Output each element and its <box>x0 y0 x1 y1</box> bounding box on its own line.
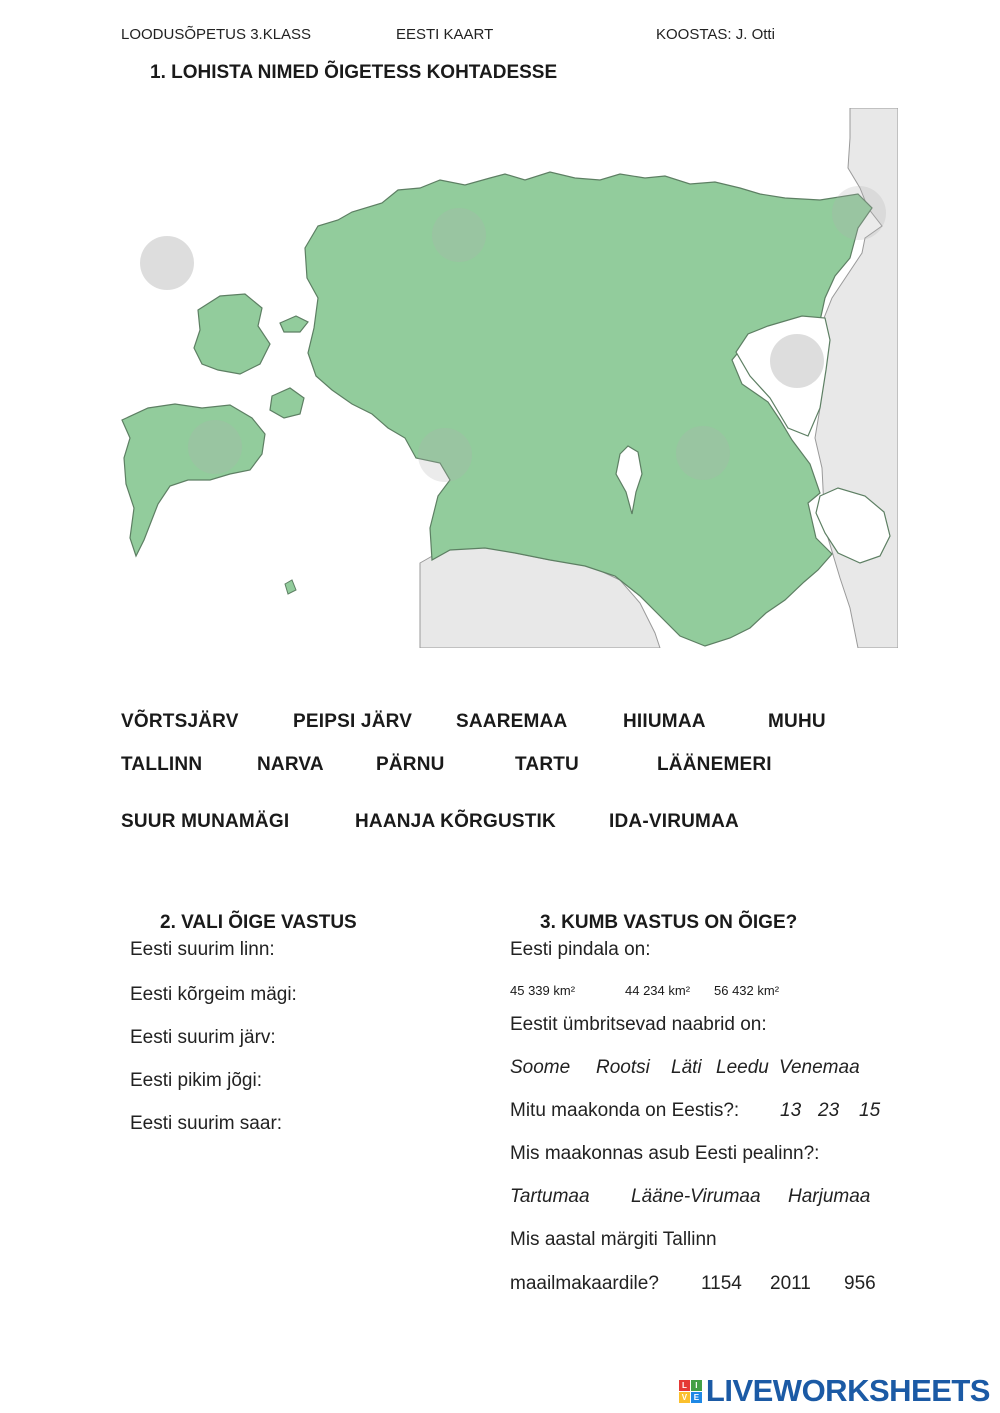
task3-year-option-1[interactable]: 1154 <box>701 1273 742 1294</box>
header-left: LOODUSÕPETUS 3.KLASS <box>121 26 312 43</box>
estonia-map <box>120 108 898 648</box>
word-vortsjarv[interactable]: VÕRTSJÄRV <box>121 711 239 732</box>
task3-area-option-1[interactable]: 45 339 km² <box>510 983 576 998</box>
task3-neighbour-option-5[interactable]: Venemaa <box>779 1057 860 1078</box>
drop-target-6[interactable] <box>418 428 472 482</box>
drop-target-2[interactable] <box>770 334 824 388</box>
task3-question-year-line1: Mis aastal märgiti Tallinn <box>510 1229 717 1250</box>
task2-title: 2. VALI ÕIGE VASTUS <box>160 912 357 933</box>
task3-question-capital-county: Mis maakonnas asub Eesti pealinn?: <box>510 1143 820 1164</box>
land-vormsi <box>280 316 308 332</box>
logo-letter-l: L <box>679 1380 690 1391</box>
task2-question-3: Eesti suurim järv: <box>130 1027 276 1048</box>
task3-year-option-3[interactable]: 956 <box>844 1273 876 1294</box>
word-saaremaa[interactable]: SAAREMAA <box>456 711 568 732</box>
word-haanja-korgustik[interactable]: HAANJA KÕRGUSTIK <box>355 811 556 832</box>
task3-question-neighbours: Eestit ümbritsevad naabrid on: <box>510 1014 767 1035</box>
task3-counties-option-2[interactable]: 23 <box>818 1100 840 1121</box>
land-muhu <box>270 388 304 418</box>
task3-county-option-3[interactable]: Harjumaa <box>788 1186 871 1207</box>
drop-target-3[interactable] <box>432 208 486 262</box>
logo-letter-v: V <box>679 1392 690 1403</box>
task3-area-option-2[interactable]: 44 234 km² <box>625 983 691 998</box>
word-peipsi-jarv[interactable]: PEIPSI JÄRV <box>293 711 413 732</box>
liveworksheets-brand[interactable] <box>679 1373 990 1409</box>
word-laanemeri[interactable]: LÄÄNEMERI <box>657 754 772 775</box>
word-hiiumaa[interactable]: HIIUMAA <box>623 711 706 732</box>
task3-neighbour-option-4[interactable]: Leedu <box>716 1057 769 1078</box>
word-tallinn[interactable]: TALLINN <box>121 754 203 775</box>
word-parnu[interactable]: PÄRNU <box>376 754 445 775</box>
liveworksheets-logo-icon <box>679 1380 702 1403</box>
task3-year-option-2[interactable]: 2011 <box>770 1273 811 1294</box>
land-hiiumaa <box>194 294 270 374</box>
task1-title: 1. LOHISTA NIMED ÕIGETESS KOHTADESSE <box>150 62 558 83</box>
task3-counties-option-1[interactable]: 13 <box>780 1100 802 1121</box>
liveworksheets-wordmark: LIVEWORKSHEETS <box>705 1373 990 1408</box>
word-muhu[interactable]: MUHU <box>768 711 826 732</box>
header-right: KOOSTAS: J. Otti <box>656 26 775 43</box>
drop-target-7[interactable] <box>676 426 730 480</box>
task3-counties-option-3[interactable]: 15 <box>859 1100 881 1121</box>
task3-neighbour-option-3[interactable]: Läti <box>671 1057 702 1078</box>
task3-neighbour-option-1[interactable]: Soome <box>510 1057 571 1078</box>
task3-question-year-line2: maailmakaardile? <box>510 1273 659 1294</box>
task2-question-2: Eesti kõrgeim mägi: <box>130 984 297 1005</box>
task3-county-option-2[interactable]: Lääne-Virumaa <box>631 1186 761 1207</box>
land-kihnu <box>285 580 296 594</box>
task2-question-5: Eesti suurim saar: <box>130 1113 283 1134</box>
task2-question-4: Eesti pikim jõgi: <box>130 1070 262 1091</box>
task3-question-area: Eesti pindala on: <box>510 939 651 960</box>
logo-letter-e: E <box>691 1392 702 1403</box>
drop-target-4[interactable] <box>832 186 886 240</box>
word-tartu[interactable]: TARTU <box>515 754 579 775</box>
word-narva[interactable]: NARVA <box>257 754 324 775</box>
task3-neighbour-option-2[interactable]: Rootsi <box>596 1057 650 1078</box>
drop-target-5[interactable] <box>188 420 242 474</box>
logo-letter-i: I <box>691 1380 702 1391</box>
task3-title: 3. KUMB VASTUS ON ÕIGE? <box>540 912 798 933</box>
task2-question-1: Eesti suurim linn: <box>130 939 275 960</box>
task3-question-counties: Mitu maakonda on Eestis?: <box>510 1100 740 1121</box>
word-suur-munamagi[interactable]: SUUR MUNAMÄGI <box>121 811 290 832</box>
land-saaremaa <box>122 404 265 556</box>
header-center: EESTI KAART <box>396 26 494 43</box>
word-ida-virumaa[interactable]: IDA-VIRUMAA <box>609 811 739 832</box>
task3-county-option-1[interactable]: Tartumaa <box>510 1186 590 1207</box>
task3-area-option-3[interactable]: 56 432 km² <box>714 983 780 998</box>
drop-target-1[interactable] <box>140 236 194 290</box>
